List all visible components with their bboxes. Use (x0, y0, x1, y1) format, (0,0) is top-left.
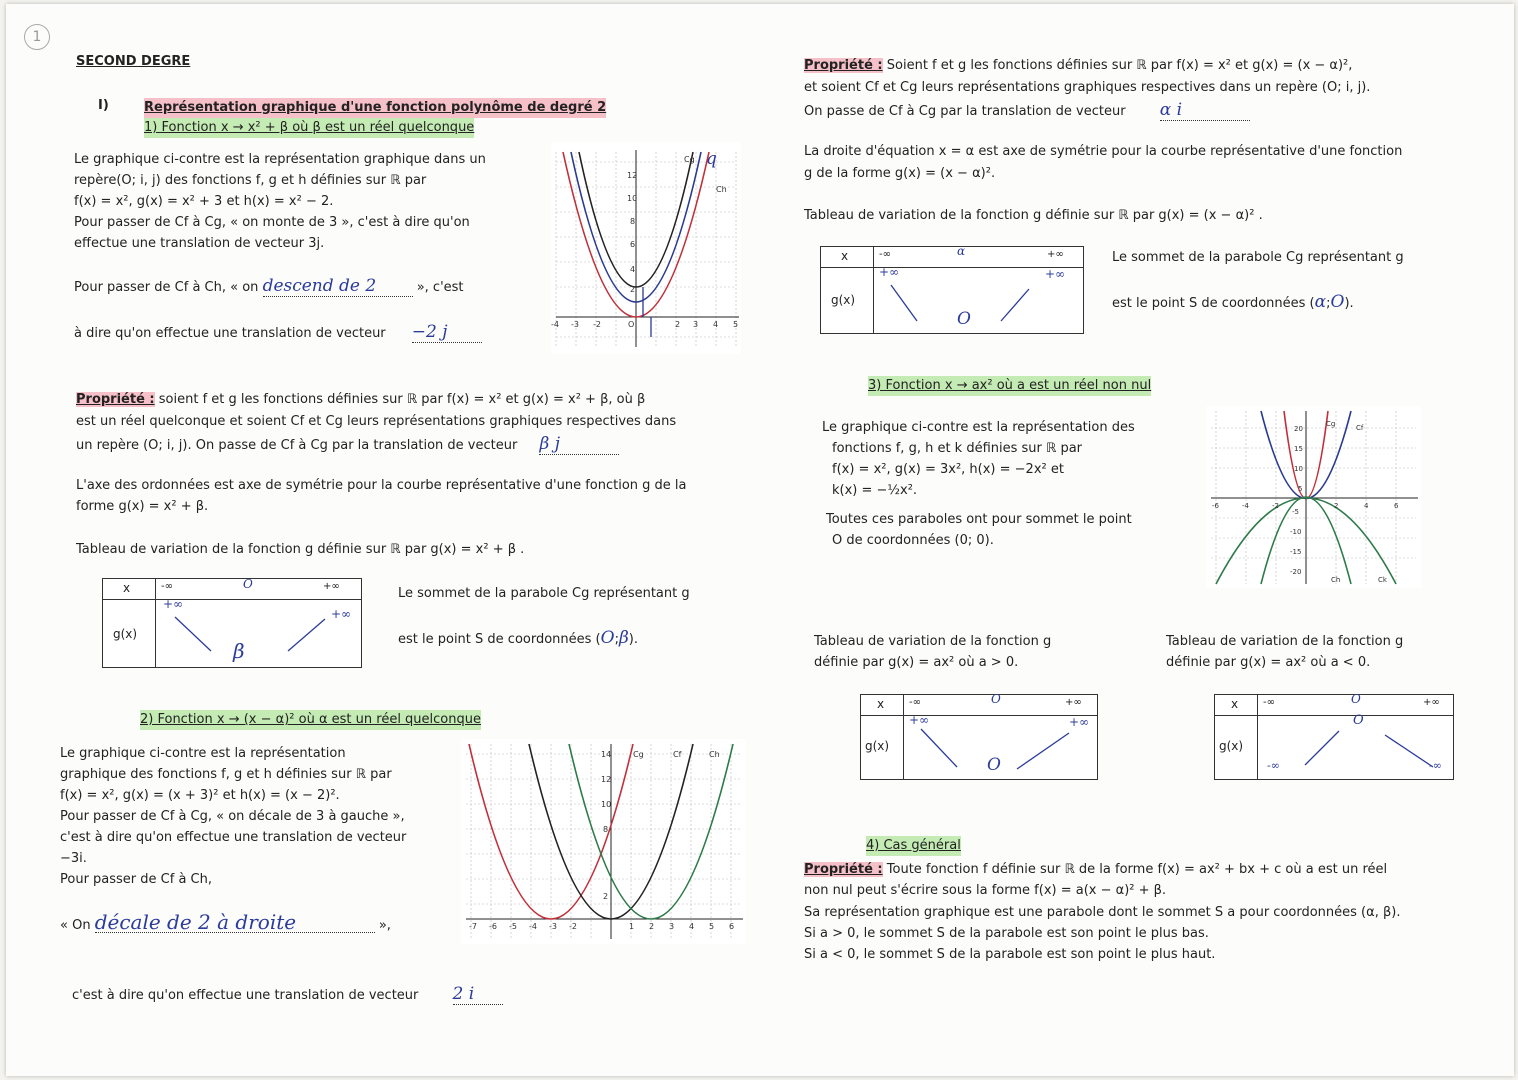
svg-text:1: 1 (629, 922, 635, 931)
graph2-label-cg: Cg (633, 750, 644, 759)
svg-text:10: 10 (601, 800, 612, 809)
svg-text:-5: -5 (509, 922, 517, 931)
property-2-line-1: Propriété : Soient f et g les fonctions définies sur ℝ par f(x) = x² et g(x) = (x − α)², (804, 58, 1353, 73)
graph3-label-cg: Cg (1326, 420, 1336, 428)
variation-table-2: x g(x) -∞ +∞ α +∞ +∞ O (820, 246, 1084, 334)
graph1-label-cg: Cg (684, 155, 695, 164)
graph1-handwritten-note: q (706, 149, 717, 169)
symmetry-2-line-1: La droite d'équation x = α est axe de symétrie pour la courbe représentative d'une fonction (804, 144, 1403, 159)
para-3-line-1: Le graphique ci-contre est la représentation des (822, 420, 1135, 435)
table3-title-line-2: définie par g(x) = ax² où a > 0. (814, 655, 1019, 670)
para-1-line-1: Le graphique ci-contre est la représentation graphique dans un (74, 152, 486, 167)
variation-table-3: x g(x) -∞ +∞ O +∞ +∞ O (860, 694, 1098, 780)
subsection-2-heading: 2) Fonction x → (x − α)² où α est un réel quelconque (140, 710, 481, 730)
svg-text:-20: -20 (1290, 568, 1302, 576)
para-2-line-3: f(x) = x², g(x) = (x + 3)² et h(x) = (x − 2)². (60, 788, 340, 803)
para-3-line-2: fonctions f, g, h et k définies sur ℝ par (832, 441, 1083, 456)
table4-title-line-1: Tableau de variation de la fonction g (1166, 634, 1404, 649)
property-2-line-2: et soient Cf et Cg leurs représentations graphiques respectives dans un repère (O; i, j). (804, 80, 1371, 95)
property-1-line-1: Propriété : soient f et g les fonctions définies sur ℝ par f(x) = x² et g(x) = x² + β, où β (76, 392, 646, 407)
table1-title: Tableau de variation de la fonction g définie sur ℝ par g(x) = x² + β . (76, 542, 525, 557)
symmetry-2-line-2: g de la forme g(x) = (x − α)². (804, 166, 996, 181)
para-1-line-5: effectue une translation de vecteur 3j. (74, 236, 325, 251)
para-2-line-1: Le graphique ci-contre est la représentation (60, 746, 346, 761)
svg-text:-5: -5 (1292, 508, 1299, 516)
svg-text:-4: -4 (529, 922, 537, 931)
svg-text:-2: -2 (569, 922, 577, 931)
page-number: 1 (24, 24, 50, 50)
svg-text:15: 15 (1294, 445, 1303, 453)
svg-text:-7: -7 (469, 922, 477, 931)
para-1-line-4: Pour passer de Cf à Cg, « on monte de 3 », c'est à dire qu'on (74, 215, 470, 230)
handwritten-answer-1: descend de 2 (263, 276, 413, 297)
svg-text:14: 14 (601, 750, 612, 759)
general-line-5: Si a < 0, le sommet S de la parabole est son point le plus haut. (804, 947, 1216, 962)
graph1-label-ch: Ch (716, 185, 727, 194)
svg-text:4: 4 (689, 922, 695, 931)
para-1-line-2: repère(O; i, j) des fonctions f, g et h définies sur ℝ par (74, 173, 427, 188)
variation-table-4: x g(x) -∞ +∞ O O -∞ -∞ (1214, 694, 1454, 780)
general-line-1: Propriété : Toute fonction f définie sur ℝ de la forme f(x) = ax² + bx + c où a est un réel (804, 862, 1388, 877)
svg-text:-2: -2 (1272, 502, 1279, 510)
para-3-line-4: k(x) = −½x². (832, 483, 918, 498)
para-2-line-8: « On décale de 2 à droite », (60, 910, 391, 934)
handwritten-answer-4: décale de 2 à droite (95, 912, 375, 933)
property-1-line-2: est un réel quelconque et soient Cf et Cg leurs représentations graphiques respectives dans (76, 414, 677, 429)
vertex-2-line-2: est le point S de coordonnées (α;O). (1112, 292, 1354, 312)
variation-table-1: x g(x) -∞ +∞ O +∞ +∞ β (102, 578, 362, 668)
para-2-line-7: Pour passer de Cf à Ch, (60, 872, 213, 887)
svg-text:5: 5 (1298, 485, 1303, 493)
document-page (6, 4, 1514, 1076)
para-1-line-6: Pour passer de Cf à Ch, « on descend de 2 », c'est (74, 276, 464, 296)
page-title: SECOND DEGRE (76, 54, 191, 69)
graph3-label-ch: Ch (1331, 576, 1341, 584)
para-1-line-3: f(x) = x², g(x) = x² + 3 et h(x) = x² − 2. (74, 194, 334, 209)
svg-text:12: 12 (601, 775, 612, 784)
section-heading: Représentation graphique d'une fonction polynôme de degré 2 (144, 98, 606, 118)
general-line-3: Sa représentation graphique est une parabole dont le sommet S a pour coordonnées (α, β). (804, 905, 1401, 920)
para-2-line-5: c'est à dire qu'on effectue une translation de vecteur (60, 830, 407, 845)
svg-text:2: 2 (675, 320, 681, 329)
svg-text:10: 10 (1294, 465, 1303, 473)
para-3-line-6: O de coordonnées (0; 0). (832, 533, 994, 548)
svg-text:5: 5 (709, 922, 715, 931)
svg-text:-2: -2 (593, 320, 601, 329)
handwritten-answer-6: α i (1160, 100, 1250, 121)
svg-text:12: 12 (627, 171, 638, 180)
subsection-1-heading: 1) Fonction x → x² + β où β est un réel quelconque (144, 118, 474, 138)
svg-text:6: 6 (630, 240, 636, 249)
svg-text:3: 3 (669, 922, 675, 931)
svg-text:10: 10 (627, 194, 638, 203)
property-1-line-3: un repère (O; i, j). On passe de Cf à Cg par la translation de vecteur β j (76, 434, 619, 456)
property-2-line-3: On passe de Cf à Cg par la translation de vecteur α i (804, 100, 1250, 122)
svg-text:-6: -6 (1212, 502, 1219, 510)
svg-text:O: O (628, 320, 635, 329)
svg-text:5: 5 (733, 320, 739, 329)
para-2-line-6: −3i. (60, 851, 87, 866)
svg-text:-3: -3 (571, 320, 579, 329)
svg-text:8: 8 (630, 217, 636, 226)
table4-title-line-2: définie par g(x) = ax² où a < 0. (1166, 655, 1371, 670)
symmetry-line-2: forme g(x) = x² + β. (76, 499, 209, 514)
svg-text:4: 4 (630, 265, 636, 274)
table3-title-line-1: Tableau de variation de la fonction g (814, 634, 1052, 649)
svg-text:4: 4 (713, 320, 719, 329)
svg-text:2: 2 (630, 285, 636, 294)
svg-text:6: 6 (729, 922, 735, 931)
svg-text:8: 8 (603, 825, 609, 834)
svg-text:-4: -4 (551, 320, 559, 329)
svg-text:2: 2 (603, 892, 609, 901)
graph-translation-horizontal (461, 739, 746, 944)
symmetry-line-1: L'axe des ordonnées est axe de symétrie pour la courbe représentative d'une fonction g de la (76, 478, 687, 493)
svg-text:-10: -10 (1290, 528, 1302, 536)
subsection-4-heading: 4) Cas général (866, 836, 961, 856)
para-2-line-4: Pour passer de Cf à Cg, « on décale de 3 à gauche », (60, 809, 405, 824)
svg-text:6: 6 (1394, 502, 1399, 510)
svg-text:4: 4 (1364, 502, 1369, 510)
section-number: I) (98, 98, 109, 113)
graph-coefficient-a (1206, 406, 1421, 588)
para-3-line-3: f(x) = x², g(x) = 3x², h(x) = −2x² et (832, 462, 1064, 477)
graph2-label-ch: Ch (709, 750, 720, 759)
graph-translation-vertical (551, 142, 741, 354)
table2-title: Tableau de variation de la fonction g définie sur ℝ par g(x) = (x − α)² . (804, 208, 1263, 223)
general-line-4: Si a > 0, le sommet S de la parabole est son point le plus bas. (804, 926, 1209, 941)
svg-text:2: 2 (649, 922, 655, 931)
subsection-3-heading: 3) Fonction x → ax² où a est un réel non nul (868, 376, 1151, 396)
para-1-line-7: à dire qu'on effectue une translation de vecteur −2 j (74, 322, 482, 344)
graph2-label-cf: Cf (673, 750, 682, 759)
svg-text:-15: -15 (1290, 548, 1302, 556)
para-2-line-9: c'est à dire qu'on effectue une translation de vecteur 2 i (72, 984, 503, 1006)
para-3-line-5: Toutes ces paraboles ont pour sommet le point (826, 512, 1132, 527)
graph3-label-cf: Cf (1356, 424, 1364, 432)
svg-text:3: 3 (693, 320, 699, 329)
svg-text:-6: -6 (489, 922, 497, 931)
vertex-1-line-2: est le point S de coordonnées (O;β). (398, 628, 638, 648)
svg-text:-4: -4 (1242, 502, 1249, 510)
svg-text:-3: -3 (549, 922, 557, 931)
vertex-2-line-1: Le sommet de la parabole Cg représentant g (1112, 250, 1404, 265)
handwritten-answer-5: 2 i (453, 984, 503, 1005)
svg-text:2: 2 (1334, 502, 1339, 510)
general-line-2: non nul peut s'écrire sous la forme f(x) = a(x − α)² + β. (804, 883, 1167, 898)
svg-text:20: 20 (1294, 425, 1303, 433)
para-2-line-2: graphique des fonctions f, g et h définies sur ℝ par (60, 767, 392, 782)
vertex-1-line-1: Le sommet de la parabole Cg représentant g (398, 586, 690, 601)
handwritten-answer-2: −2 j (412, 322, 482, 343)
handwritten-answer-3: β j (539, 434, 619, 455)
graph3-label-ck: Ck (1378, 576, 1387, 584)
